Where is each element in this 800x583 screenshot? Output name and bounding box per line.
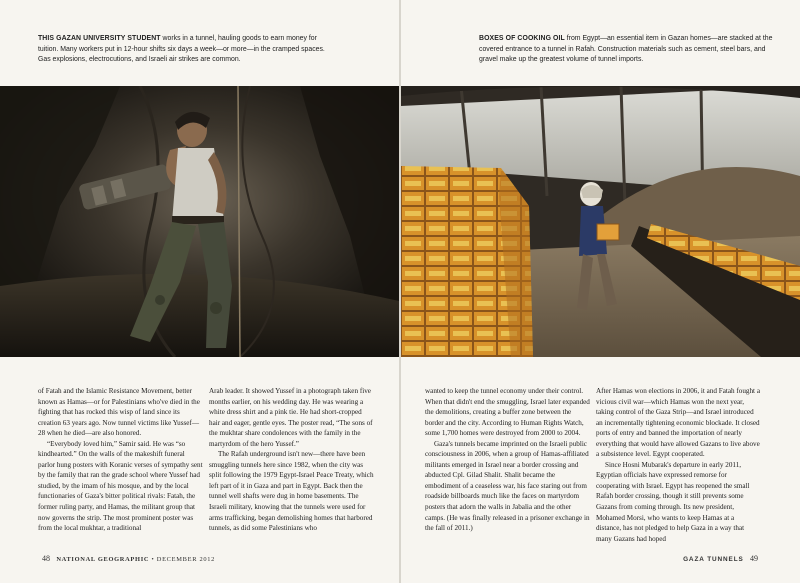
caption-lead: THIS GAZAN UNIVERSITY STUDENT — [38, 35, 161, 42]
folio-separator: • — [149, 556, 157, 563]
paragraph: The Rafah underground isn't new—there have been smuggling tunnels here since 1982, when the city was split following the 1979 Egypt-Israel Peace Treaty, which left part of it in Gaza and part in Egypt. Back then the tunnel well shafts were dug in home basements. The Israeli military, knowing that the tunnels were used for arms trafficking, began demolishing homes that harbored tunnels, as did some Palestinians who — [209, 450, 374, 533]
paragraph: wanted to keep the tunnel economy under their control. When that didn't end the smuggling, Israel later expanded the demolitions, creating a buffer zone between the border and the city. According to Human Rights Watch, some 1,700 homes were destroyed from 2000 to 2004. — [425, 387, 590, 438]
paragraph: Since Hosni Mubarak's departure in early 2011, Egyptian officials have expressed remorse for cooperating with Israel. Egypt has reopened the small Rafah border crossing, though it still prevents some Gazans from coming through. Its new president, Mohamed Morsi, who wants to keep Hamas at a distance, has not pledged to help Gaza in a way that many Gazans had hoped — [596, 460, 750, 543]
paragraph: After Hamas won elections in 2006, it and Fatah fought a vicious civil war—which Hamas won the next year, taking control of the Gaza Strip—and Israel introduced an incrementally tightening economic blockade. It closed ports of entry and banned the importation of nearly everything that would have allowed Gazans to live above a subsistence level. Egypt cooperated. — [596, 387, 760, 459]
page-number: 49 — [750, 554, 758, 563]
issue-date: DECEMBER 2012 — [156, 556, 216, 563]
caption-text: works in a tunnel, hauling goods to earn money for tuition. Many workers put in 12-hour shifts six days a week—or more—in the cramped spaces. Gas explosions, electrocutions, and Israeli air strikes are common. — [38, 35, 325, 64]
caption-lead: BOXES OF COOKING OIL — [479, 35, 565, 42]
paragraph: of Fatah and the Islamic Resistance Movement, better known as Hamas—or for Palestinians who've died in the fighting that has rocked this wisp of land since its creation 63 years ago. Now tunnel victims like Yussef—28 when he died—are also honored. — [38, 387, 200, 438]
body-column-1 — [38, 386, 203, 534]
photo-caption-right — [479, 34, 773, 66]
tunnel-worker-photo — [0, 86, 399, 357]
body-column-4 — [596, 386, 761, 544]
folio-left — [38, 554, 215, 563]
body-column-2 — [209, 386, 374, 534]
paragraph: “Everybody loved him,” Samir said. He was “so kindhearted.” On the walls of the makeshift funeral parlor hung posters with Koranic verses of sympathy sent by the family that ran the grade school where Yussef had studied, by the imam of his mosque, and by the local functionaries of Gaza's bitter political rivals: Fatah, the former ruling party, and Hamas, the militant group that now governs the strip. The most prominent poster was from the local mukhtar, a traditional — [38, 439, 203, 533]
paragraph: Gaza's tunnels became imprinted on the Israeli public consciousness in 2006, when a group of Hamas-affiliated militants emerged in Israel near a border crossing and abducted Cpl. Gilad Shalit. Shalit became the embodiment of a ceaseless war, his face staring out from roadside billboards much like the faces on martyrdom posters that adorn the walls in Jabalia and the other camps. (He was finally released in a prisoner exchange in the fall of 2011.) — [425, 439, 590, 533]
photo-caption-left — [38, 34, 338, 66]
page-number: 48 — [42, 554, 50, 563]
magazine-name: NATIONAL GEOGRAPHIC — [56, 556, 150, 563]
section-name: GAZA TUNNELS — [683, 556, 744, 563]
caption-text: from Egypt—an essential item in Gazan homes—are stacked at the covered entrance to a tunnel in Rafah. Construction materials such as cement, steel bars, and gravel make up the greatest volume of tunnel imports. — [479, 35, 773, 64]
cooking-oil-illustration — [401, 86, 800, 357]
folio-right — [683, 554, 762, 563]
tunnel-worker-illustration — [0, 86, 399, 357]
cooking-oil-boxes-photo — [401, 86, 800, 357]
body-column-3 — [425, 386, 590, 534]
paragraph: Arab leader. It showed Yussef in a photograph taken five months earlier, on his wedding day. He was wearing a white dress shirt and a pink tie. He had short-cropped hair and eager, gentle eyes. The poster read, “The sons of the mukhtar share condolences with the family in the martyrdom of the hero Yussef.” — [209, 387, 373, 448]
